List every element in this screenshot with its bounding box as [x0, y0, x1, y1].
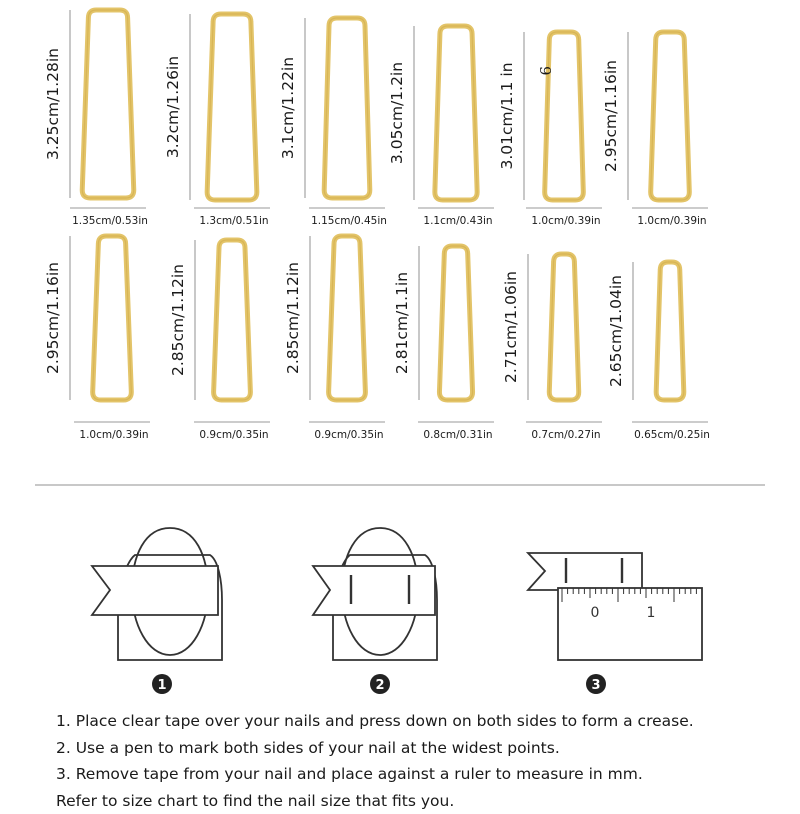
step-3-illustration [528, 553, 702, 660]
tape-ribbon [528, 553, 642, 590]
nail-size-item [169, 240, 270, 441]
nail-width-label: 1.0cm/0.39in [637, 215, 706, 227]
nail-length-label: 2.95cm/1.16in [602, 60, 620, 172]
svg-text:1: 1 [157, 678, 166, 693]
nail-size-item [44, 10, 148, 227]
nail-size-item [279, 18, 387, 227]
nail-size-item [393, 246, 494, 441]
nail-outline-edge [324, 18, 370, 198]
step-badge [152, 674, 172, 694]
nail-outline [214, 240, 251, 400]
nail-width-label: 0.7cm/0.27in [531, 429, 600, 441]
nail-size-item [602, 32, 708, 227]
step-badge [586, 674, 606, 694]
nail-outline [435, 26, 477, 200]
nail-length-label: 3.1cm/1.22in [279, 57, 297, 159]
nail-size-item [607, 262, 710, 441]
nail-outline [207, 14, 257, 200]
instruction-line: 1. Place clear tape over your nails and press down on both sides to form a crease. [56, 708, 796, 735]
ruler-label: 1 [647, 605, 656, 621]
nail-outline [439, 246, 472, 400]
nail-length-label: 3.2cm/1.26in [164, 56, 182, 158]
nail-size-item [388, 26, 494, 227]
step-badge [370, 674, 390, 694]
nail-size-item [498, 32, 602, 227]
nail-length-label: 2.81cm/1.1in [393, 272, 411, 374]
svg-text:3: 3 [591, 678, 600, 693]
ruler [558, 588, 702, 660]
step-2-illustration [313, 528, 437, 660]
nail-width-label: 0.9cm/0.35in [199, 429, 268, 441]
nail-width-label: 0.65cm/0.25in [634, 429, 710, 441]
nail-chart-row-2 [44, 236, 710, 441]
nail-length-label: 2.85cm/1.12in [284, 262, 302, 374]
nail-width-label: 1.1cm/0.43in [423, 215, 492, 227]
nail-width-label: 1.0cm/0.39in [531, 215, 600, 227]
nail-size-item [164, 14, 270, 227]
ruler-label: 0 [591, 605, 600, 621]
nail-outline [82, 10, 134, 198]
step-1-illustration [92, 528, 222, 660]
tape-ribbon [313, 566, 435, 615]
instructions-list [56, 708, 796, 814]
nail-length-label: 3.25cm/1.28in [44, 48, 62, 160]
nail-length-label: 2.85cm/1.12in [169, 264, 187, 376]
nail-size-item [502, 254, 602, 441]
nail-outline [93, 236, 132, 400]
instruction-line: 3. Remove tape from your nail and place against a ruler to measure in mm. [56, 761, 796, 788]
nail-width-label: 1.3cm/0.51in [199, 215, 268, 227]
tape-ribbon [92, 566, 218, 615]
nail-length-label: 3.05cm/1.2in [388, 62, 406, 164]
nail-width-label: 1.0cm/0.39in [79, 429, 148, 441]
nail-length-label: 3.01cm/1.1 in [498, 62, 516, 169]
nail-outline [545, 32, 584, 200]
stray-mark-label: 9 [536, 66, 554, 76]
nail-length-label: 2.95cm/1.16in [44, 262, 62, 374]
nail-width-label: 1.15cm/0.45in [311, 215, 387, 227]
nail-outline [651, 32, 690, 200]
nail-length-label: 2.65cm/1.04in [607, 275, 625, 387]
instruction-line: 2. Use a pen to mark both sides of your nail at the widest points. [56, 735, 796, 762]
nail-chart-row-1 [44, 10, 708, 227]
nail-size-item [284, 236, 385, 441]
nail-size-item [44, 236, 150, 441]
svg-text:2: 2 [375, 678, 384, 693]
section-divider [35, 484, 765, 486]
instruction-line: Refer to size chart to find the nail size that fits you. [56, 788, 796, 814]
nail-length-label: 2.71cm/1.06in [502, 271, 520, 383]
nail-outline [329, 236, 366, 400]
nail-width-label: 0.9cm/0.35in [314, 429, 383, 441]
nail-outline [324, 18, 370, 198]
nail-width-label: 0.8cm/0.31in [423, 429, 492, 441]
nail-width-label: 1.35cm/0.53in [72, 215, 148, 227]
